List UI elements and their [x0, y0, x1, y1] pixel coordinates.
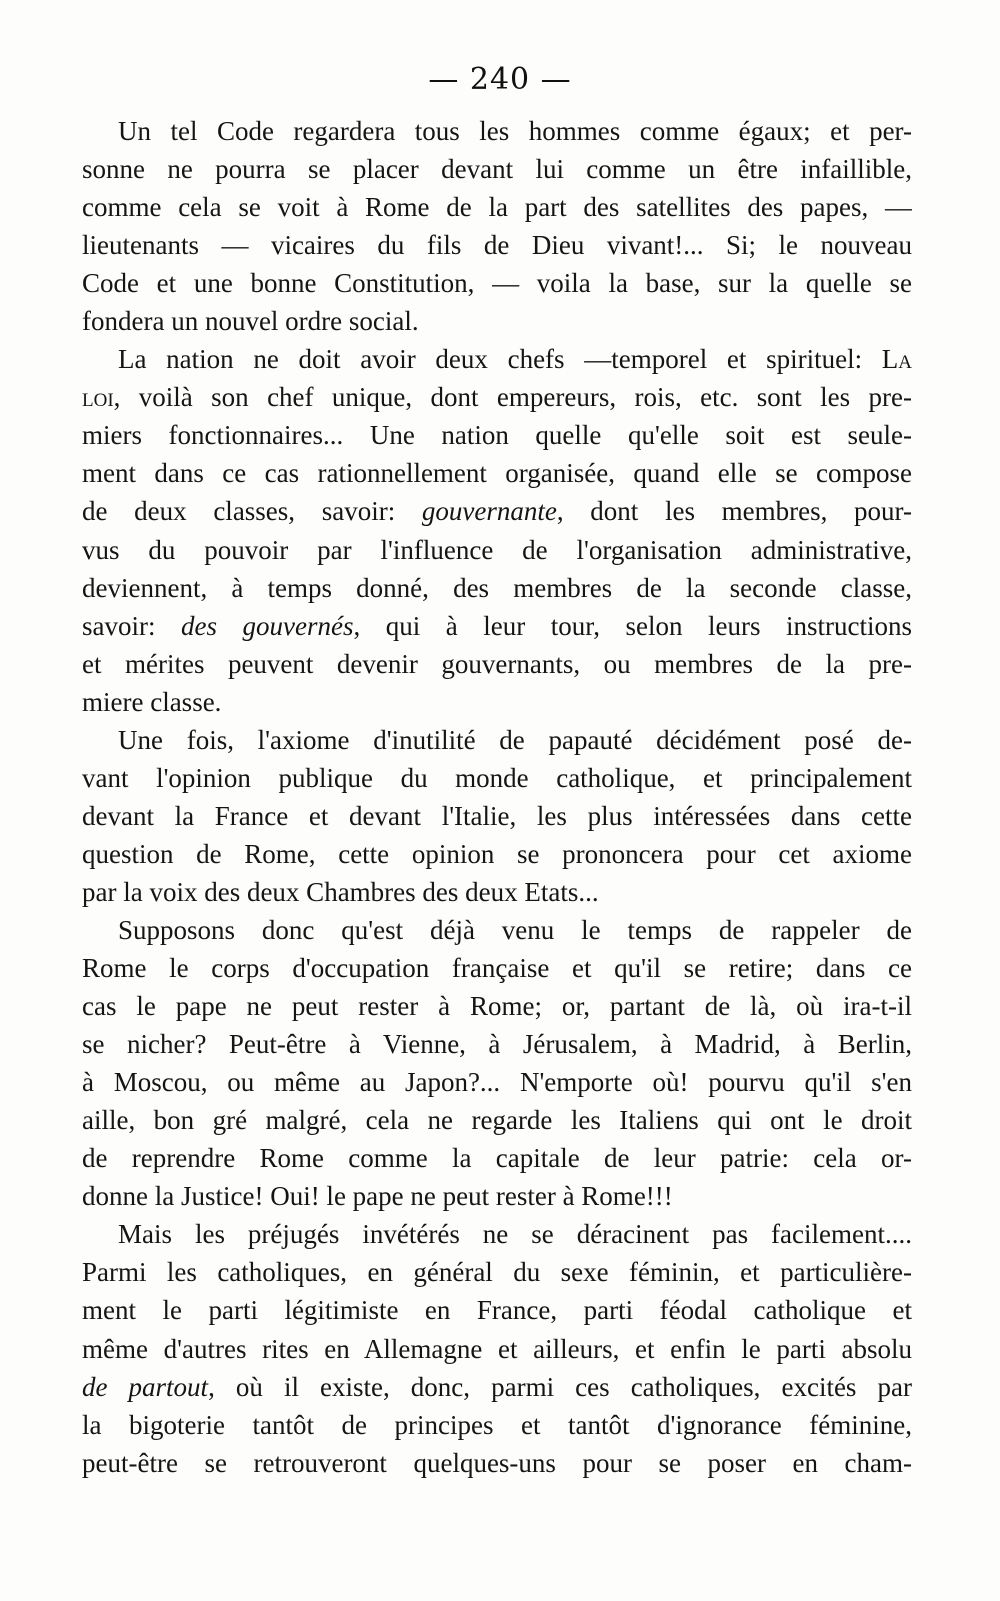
- text-line: de deux classes, savoir: gouvernante, dont les membres, pour-: [82, 496, 912, 527]
- text-line: miere classe.: [82, 686, 222, 717]
- text-line: la bigoterie tantôt de principes et tantôt d'ignorance féminine,: [82, 1409, 912, 1440]
- text-line: Rome le corps d'occupation française et qu'il se retire; dans ce: [82, 953, 912, 984]
- text-line: deviennent, à temps donné, des membres de la seconde classe,: [82, 572, 912, 603]
- text-line: devant la France et devant l'Italie, les plus intéressées dans cette: [82, 800, 912, 831]
- text-line: Supposons donc qu'est déjà venu le temps de rappeler de: [118, 914, 912, 945]
- text-line: La nation ne doit avoir deux chefs —temporel et spirituel: La: [118, 344, 912, 375]
- text-line: cas le pape ne peut rester à Rome; or, partant de là, où ira-t-il: [82, 991, 912, 1022]
- text-line: Une fois, l'axiome d'inutilité de papauté décidément posé de-: [118, 724, 912, 755]
- text-line: question de Rome, cette opinion se prononcera pour cet axiome: [82, 838, 912, 869]
- text-line: vant l'opinion publique du monde catholique, et principalement: [82, 762, 912, 793]
- text-line: même d'autres rites en Allemagne et ailleurs, et enfin le parti absolu: [82, 1333, 912, 1364]
- text-line: à Moscou, ou même au Japon?... N'emporte où! pourvu qu'il s'en: [82, 1067, 912, 1098]
- text-line: aille, bon gré malgré, cela ne regarde les Italiens qui ont le droit: [82, 1105, 912, 1136]
- text-line: sonne ne pourra se placer devant lui comme un être infaillible,: [82, 154, 912, 185]
- text-line: de reprendre Rome comme la capitale de leur patrie: cela or-: [82, 1143, 912, 1174]
- text-line: comme cela se voit à Rome de la part des satellites des papes, —: [82, 192, 912, 223]
- text-line: Parmi les catholiques, en général du sexe féminin, et particulière-: [82, 1257, 912, 1288]
- text-line: Un tel Code regardera tous les hommes comme égaux; et per-: [118, 116, 912, 146]
- text-line: ment dans ce cas rationnellement organisée, quand elle se compose: [82, 458, 912, 489]
- text-line: miers fonctionnaires... Une nation quelle qu'elle soit est seule-: [82, 420, 912, 451]
- italic-word: gouvernante: [421, 496, 557, 527]
- text-line: loi, voilà son chef unique, dont empereurs, rois, etc. sont les pre-: [82, 382, 912, 413]
- small-caps-word: La: [881, 344, 912, 375]
- text-line: peut-être se retrouveront quelques-uns pour se poser en cham-: [82, 1447, 912, 1478]
- text-line: et mérites peuvent devenir gouvernants, ou membres de la pre-: [82, 648, 912, 679]
- page-number: — 240 —: [428, 62, 572, 97]
- text-line: de partout, où il existe, donc, parmi ces catholiques, excités par: [82, 1371, 912, 1402]
- small-caps-word: loi: [82, 382, 114, 413]
- italic-word: de partout: [82, 1371, 209, 1402]
- text-line: lieutenants — vicaires du fils de Dieu vivant!... Si; le nouveau: [82, 230, 912, 261]
- text-line: savoir: des gouvernés, qui à leur tour, selon leurs instructions: [82, 610, 912, 641]
- text-line: fondera un nouvel ordre social.: [82, 306, 419, 337]
- text-line: vus du pouvoir par l'influence de l'organisation administrative,: [82, 534, 912, 565]
- text-line: par la voix des deux Chambres des deux Etats...: [82, 876, 599, 907]
- text-line: ment le parti légitimiste en France, parti féodal catholique et: [82, 1295, 912, 1326]
- text-line: Mais les préjugés invétérés ne se déracinent pas facilement....: [118, 1219, 912, 1250]
- text-line: se nicher? Peut-être à Vienne, à Jérusalem, à Madrid, à Berlin,: [82, 1029, 912, 1060]
- italic-word: des gouvernés: [181, 610, 354, 641]
- text-line: Code et une bonne Constitution, — voila la base, sur la quelle se: [82, 268, 912, 299]
- text-line: donne la Justice! Oui! le pape ne peut rester à Rome!!!: [82, 1181, 673, 1212]
- body-text: [82, 112, 912, 1482]
